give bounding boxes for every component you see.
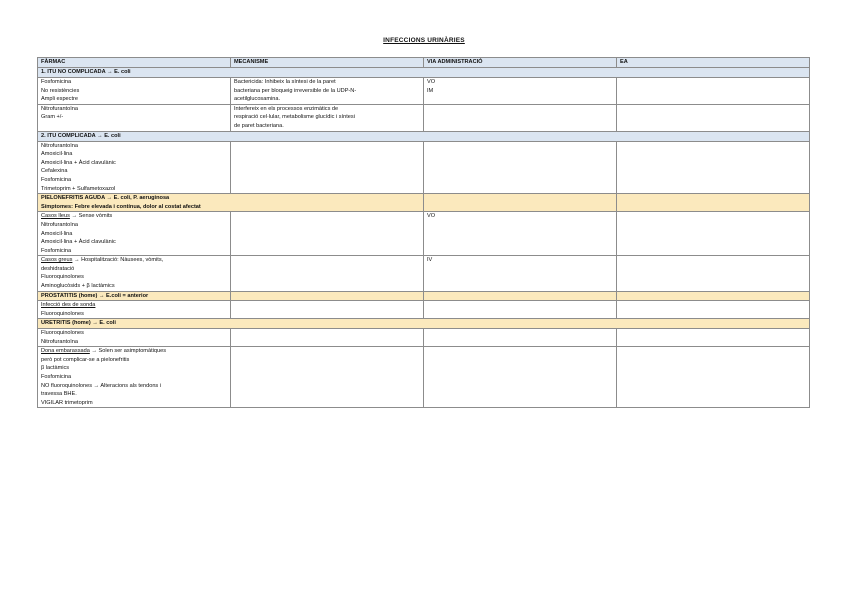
cell-line: Nitrofurantoïna — [41, 105, 79, 112]
ea-cell — [617, 78, 810, 105]
farmac-cell — [38, 141, 231, 194]
cell-line: Fosfomicina — [41, 247, 72, 254]
cell-line: Nitrofurantoïna — [41, 142, 79, 149]
via-cell — [424, 78, 617, 105]
infections-table — [37, 57, 810, 408]
via-cell — [424, 329, 617, 347]
table-row — [38, 104, 810, 131]
farmac-cell — [38, 301, 231, 319]
farmac-cell — [38, 256, 231, 291]
case-label: Casos lleus — [41, 213, 70, 220]
ea-cell — [617, 212, 810, 256]
section-itu-complicada — [38, 131, 810, 141]
via-cell — [424, 256, 617, 291]
mecanisme-cell — [231, 104, 424, 131]
cell-line: Cefalexina — [41, 168, 68, 175]
via-cell — [424, 212, 617, 256]
cell-line: Amoxicil·lina + Àcid clavulànic — [41, 239, 116, 246]
cell-line — [41, 212, 227, 221]
case-desc: → Solen ser asimptomàtiques — [89, 348, 166, 355]
mecanisme-cell — [231, 256, 424, 291]
cell-line: Fosfomicina — [41, 79, 72, 85]
cell-line: IM — [427, 87, 434, 94]
header-via: VIA ADMINISTRACIÓ — [424, 58, 617, 68]
document-title: INFECCIONS URINÀRIES — [383, 37, 465, 44]
cell-line: de paret bacteriana. — [234, 122, 284, 129]
cell-line: VO — [427, 213, 436, 220]
cell-line: però pot complicar-se a pielonefritis — [41, 356, 130, 363]
header-mecanisme: MECANISME — [231, 58, 424, 68]
table-header-row — [38, 58, 810, 68]
header-farmac: FÀRMAC — [38, 58, 231, 68]
cell-line: Interfereix en els processos enzimàtics de — [234, 105, 339, 112]
section-title: 2. ITU COMPLICADA → E. coli — [38, 131, 810, 141]
section-title — [38, 194, 424, 212]
table-row — [38, 212, 810, 256]
cell-line: Fluoroquinolones — [41, 330, 84, 337]
mecanisme-cell — [231, 141, 424, 194]
section-itu-no-complicada — [38, 68, 810, 78]
section-prostatitis — [38, 291, 810, 301]
table-row — [38, 329, 810, 347]
cell-line: Trimetoprim + Sulfametoxazol — [41, 185, 116, 192]
section-title: 1. ITU NO COMPLICADA → E. coli — [38, 68, 810, 78]
table-row — [38, 141, 810, 194]
case-desc: → Hospitalització: Nàusees, vòmits, — [72, 257, 164, 264]
ea-cell — [617, 329, 810, 347]
via-cell — [424, 347, 617, 408]
cell-line: Aminoglucòsids + β lactàmics — [41, 283, 115, 290]
cell-line: travessa BHE. — [41, 391, 77, 398]
cell-line: Infecció des de sonda — [41, 302, 96, 309]
ea-cell — [617, 141, 810, 194]
via-cell — [424, 104, 617, 131]
section-title: PROSTATITIS (home) → E.coli = anterior — [38, 291, 231, 301]
table-row — [38, 78, 810, 105]
cell-line: Fluoroquinolones — [41, 310, 84, 317]
farmac-cell — [38, 212, 231, 256]
ea-cell — [617, 194, 810, 212]
section-title: URETRITIS (home) → E. coli — [38, 319, 810, 329]
cell-line: Fosfomicina — [41, 176, 72, 183]
ea-cell — [617, 291, 810, 301]
cell-line: VO — [427, 79, 436, 85]
cell-line: Gram +/- — [41, 114, 64, 121]
cell-line: No resistències — [41, 87, 80, 94]
header-ea: EA — [617, 58, 810, 68]
cell-line: acetilglucosamina. — [234, 96, 281, 103]
via-cell — [424, 194, 617, 212]
farmac-cell — [38, 329, 231, 347]
case-label: Casos greus — [41, 257, 73, 264]
via-cell — [424, 141, 617, 194]
cell-line: Ampli espectre — [41, 96, 78, 103]
cell-line: β lactàmics — [41, 365, 70, 372]
cell-line: Fosfomicina — [41, 374, 72, 380]
table-row — [38, 301, 810, 319]
farmac-cell — [38, 78, 231, 105]
farmac-cell — [38, 347, 231, 408]
cell-line: respiració cel·lular, metabolisme glucídic i síntesi — [234, 114, 355, 121]
ea-cell — [617, 104, 810, 131]
mecanisme-cell — [231, 212, 424, 256]
mecanisme-cell — [231, 329, 424, 347]
cell-line — [41, 256, 227, 265]
cell-line: Nitrofurantoïna — [41, 221, 79, 228]
ea-cell — [617, 301, 810, 319]
section-title-line: PIELONEFRITIS AGUDA → E. coli, P. aeruginosa — [41, 195, 170, 202]
symptoms-line: Símptomes: Febre elevada i contínua, dolor al costat afectat — [41, 203, 201, 210]
cell-line: Nitrofurantoïna — [41, 338, 79, 345]
case-desc: → Sense vòmits — [69, 213, 113, 220]
mecanisme-cell — [231, 301, 424, 319]
cell-line: NO fluoroquinolones → Alteracions als tendons i — [41, 382, 162, 389]
cell-line: deshidratació — [41, 265, 75, 272]
ea-cell — [617, 256, 810, 291]
cell-line: Amoxicil·lina — [41, 230, 73, 237]
cell-line: Amoxicil·lina + Àcid clavulànic — [41, 159, 116, 166]
farmac-cell — [38, 104, 231, 131]
mecanisme-cell — [231, 291, 424, 301]
section-uretritis — [38, 319, 810, 329]
cell-line: VIGILAR trimetoprim — [41, 399, 93, 406]
cell-line — [41, 347, 227, 356]
table-row — [38, 256, 810, 291]
section-pielonefritis — [38, 194, 810, 212]
table-row — [38, 347, 810, 408]
via-cell — [424, 301, 617, 319]
cell-line: Amoxicil·lina — [41, 151, 73, 158]
mecanisme-cell — [231, 347, 424, 408]
cell-line: bacteriana per bloqueig irreversible de la UDP-N- — [234, 87, 357, 94]
ea-cell — [617, 347, 810, 408]
cell-line: Fluoroquinolones — [41, 274, 84, 281]
mecanisme-cell — [231, 78, 424, 105]
cell-line: IV — [427, 257, 433, 264]
case-label: Dona embarassada — [41, 348, 90, 355]
via-cell — [424, 291, 617, 301]
cell-line: Bactericida: Inhibeix la síntesi de la paret — [234, 79, 336, 85]
